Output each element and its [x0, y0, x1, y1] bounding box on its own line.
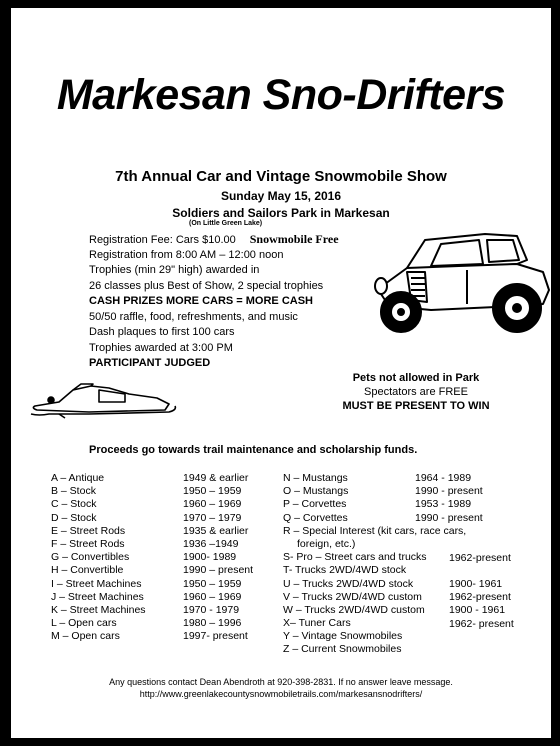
years-list-left: [183, 472, 253, 643]
list-item: Q – Corvettes: [283, 511, 348, 524]
list-item: U – Trucks 2WD/4WD stock: [283, 577, 414, 590]
list-item: J – Street Machines: [51, 590, 144, 603]
spectators-notice: Spectators are FREE: [364, 386, 468, 398]
list-item: B – Stock: [51, 485, 96, 498]
list-item: 1950 – 1959: [183, 577, 242, 590]
list-item: P – Corvettes: [283, 498, 347, 511]
list-item: G – Convertibles: [51, 551, 130, 564]
list-item: 1962-present: [449, 552, 511, 564]
list-item: H – Convertible: [51, 564, 124, 577]
info-line: Dash plaques to first 100 cars: [89, 326, 235, 338]
snowmobile-free: Snowmobile Free: [249, 232, 339, 246]
cash-prizes: CASH PRIZES MORE CARS = MORE CASH: [89, 295, 313, 307]
list-item: R – Special Interest (kit cars, race cars,: [283, 524, 467, 537]
list-item: 1970 - 1979: [183, 603, 240, 616]
list-item: 1900- 1961: [449, 578, 503, 590]
list-item: F – Street Rods: [51, 537, 125, 550]
list-item: 1970 – 1979: [183, 511, 242, 524]
list-item: M – Open cars: [51, 630, 120, 643]
list-item: T- Trucks 2WD/4WD stock: [283, 564, 407, 577]
list-item: C – Stock: [51, 498, 97, 511]
list-item: N – Mustangs: [283, 472, 348, 484]
list-item: foreign, etc.): [297, 537, 356, 550]
list-item: 1997- present: [183, 630, 248, 643]
list-item: A – Antique: [51, 472, 105, 484]
page-title: Markesan Sno-Drifters: [56, 71, 506, 119]
contact-text: Any questions contact Dean Abendroth at 920-398-2831. If no answer leave message.: [109, 677, 453, 687]
list-item: 1900 - 1961: [449, 604, 506, 617]
list-item: D – Stock: [51, 511, 97, 524]
show-title: 7th Annual Car and Vintage Snowmobile Show: [115, 168, 447, 185]
pets-notice: Pets not allowed in Park: [352, 372, 480, 384]
list-item: W – Trucks 2WD/4WD custom: [283, 603, 425, 616]
show-date: Sunday May 15, 2016: [220, 189, 342, 203]
list-item: 1980 – 1996: [183, 617, 242, 630]
info-line: Trophies awarded at 3:00 PM: [89, 341, 233, 354]
participant-judged: PARTICIPANT JUDGED: [89, 357, 211, 369]
list-item: 1964 - 1989: [415, 472, 472, 484]
must-be-present: MUST BE PRESENT TO WIN: [342, 400, 490, 412]
contact-info: [11, 676, 551, 700]
list-item: L – Open cars: [51, 617, 117, 630]
list-item: 1949 & earlier: [183, 472, 249, 484]
info-line: 26 classes plus Best of Show, 2 special trophies: [89, 279, 324, 292]
registration-fee-line: [89, 232, 399, 248]
list-item: O – Mustangs: [283, 485, 349, 498]
list-item: E – Street Rods: [51, 524, 126, 537]
list-item: 1990 - present: [415, 511, 483, 524]
list-item: 1900- 1989: [183, 551, 237, 564]
class-list-left: [51, 472, 146, 643]
info-line: Trophies (min 29" high) awarded in: [89, 264, 260, 276]
website-link[interactable]: http://www.greenlakecountysnowmobiletrails.com/markesansnodrifters/: [139, 689, 423, 699]
years-list-special: [449, 552, 511, 565]
list-item: 1960 – 1969: [183, 498, 242, 511]
list-item: 1990 – present: [183, 564, 254, 577]
list-item: X– Tuner Cars: [283, 617, 351, 630]
hot-rod-car-icon: [367, 220, 551, 340]
list-item: 1990 - present: [415, 485, 483, 498]
list-item: K – Street Machines: [51, 603, 146, 616]
list-item: 1953 - 1989: [415, 498, 472, 511]
info-line: Registration from 8:00 AM – 12:00 noon: [89, 248, 284, 261]
list-item: Y – Vintage Snowmobiles: [283, 630, 403, 643]
snowmobile-icon: [29, 380, 179, 420]
park-name: Soldiers and Sailors Park in Markesan: [172, 206, 390, 220]
list-item: 1962-present: [449, 591, 511, 604]
years-list-trucks: [449, 578, 514, 631]
list-item: Z – Current Snowmobiles: [283, 643, 402, 656]
list-item: I – Street Machines: [51, 577, 142, 590]
list-item: 1935 & earlier: [183, 524, 249, 537]
years-list-right: [415, 472, 483, 525]
list-item: 1962- present: [449, 617, 514, 630]
list-item: V – Trucks 2WD/4WD custom: [283, 590, 422, 603]
notices: [331, 371, 501, 413]
park-note: (On Little Green Lake): [189, 220, 263, 227]
list-item: 1950 – 1959: [183, 485, 242, 498]
info-line: 50/50 raffle, food, refreshments, and music: [89, 310, 298, 323]
list-item: S- Pro – Street cars and trucks: [283, 551, 427, 564]
registration-fee: Registration Fee: Cars $10.00: [89, 234, 236, 246]
list-item: 1936 –1949: [183, 537, 239, 550]
proceeds-note: Proceeds go towards trail maintenance and scholarship funds.: [89, 444, 418, 456]
list-item: 1960 – 1969: [183, 590, 242, 603]
flyer-page: [11, 8, 551, 738]
event-info: [89, 232, 399, 372]
